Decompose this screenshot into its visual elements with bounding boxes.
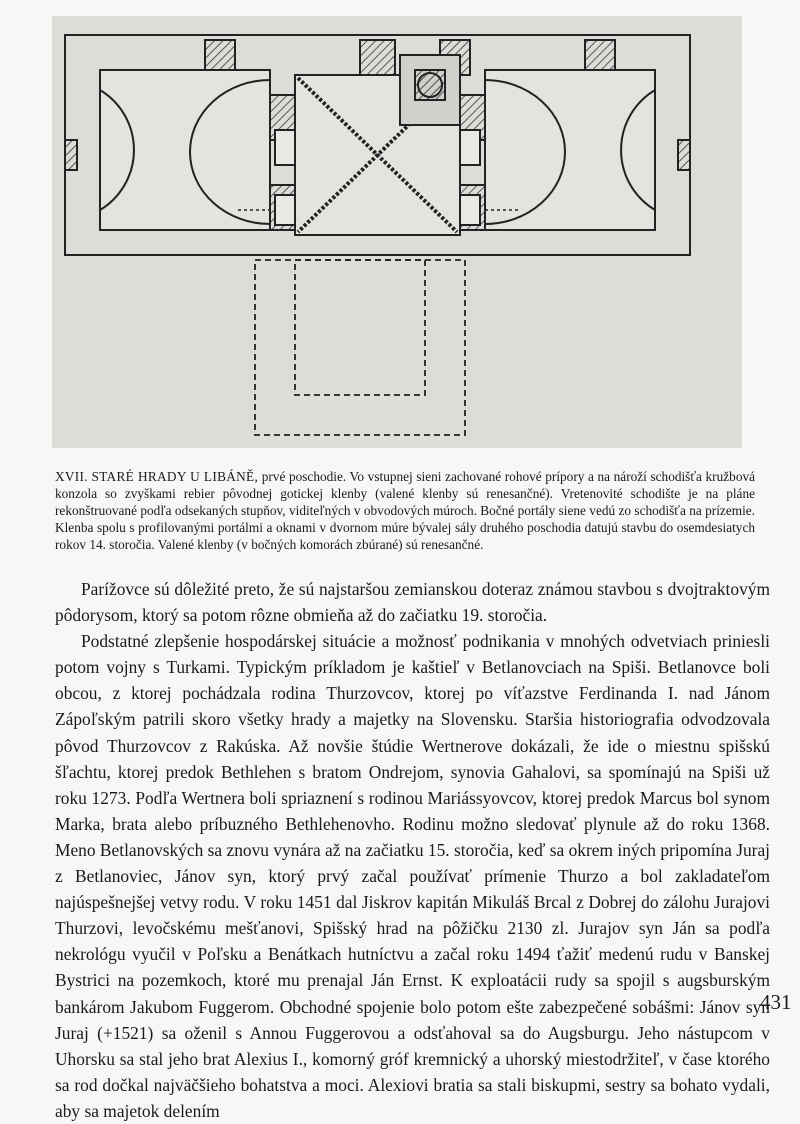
paragraph: Parížovce sú dôležité preto, že sú najstaršou zemianskou doteraz známou stavbou s dvojtraktovým pôdorysom, ktorý sa potom rôzne obmieňa až do začiatku 19. storočia. <box>55 579 770 626</box>
floor-plan-drawing <box>52 16 742 448</box>
figure-title: STARÉ HRADY U LIBÁNĚ, <box>91 469 259 484</box>
figure-caption-text: prvé poschodie. Vo vstupnej sieni zachované rohové prípory a na nároží schodišťa kružbová konzola so zvyškami rebier pôvodnej gotickej klenby (valené klenby sú renesančné). Vretenovité schodište je na pláne rekonštruované podľa odsekaných stupňov, viditeľných v obvodových múroch. Bočné portály siene vedú zo schodišťa na prízemie. Klenba spolu s profilovanými portálmi a oknami v dvornom múre bývalej sály druhého poschodia datujú stavbu do osemdesiatych rokov 14. storočia. Valené klenby (v bočných komorách zbúrané) sú renesančné. <box>55 469 756 552</box>
paragraph: Podstatné zlepšenie hospodárskej situácie a možnosť podnikania v mnohých odvetviach priniesli potom vojny s Turkami. Typickým príkladom je kaštieľ v Betlanovciach na Spiši. Betlanovce boli obcou, z ktorej pochádzala rodina Thurzovcov, ktorej po víťazstve Ferdinanda I. nad Jánom Zápoľským patrili skoro všetky hrady a majetky na Slovensku. Staršia historiografia odvodzovala pôvod Thurzovcov z Rakúska. Až novšie štúdie Wertnerove dokázali, že ide o miestnu spišskú šľachtu, ktorej predok Bethlehen s bratom Ondrejom, synovia Gahalovi, sa spomínajú na Spiši už roku 1273. Podľa Wertnera boli spriaznení s rodinou Mariássyovcov, ktorej predok Marcus bol synom Marka, brata alebo príbuzného Bethlehenovho. Rodinu možno sledovať plynule až do roku 1368. Meno Betlanovských sa znovu vynára až na začiatku 15. storočia, keď sa okrem iných pripomína Juraj z Betlanoviec, Jánov syn, ktorý prvý začal používať prímenie Thurzo a bol zakladateľom najúspešnejšej vetvy rodu. V roku 1451 dal Jiskrov kapitán Mikuláš Brcal z Dobrej do zálohu Jurajovi Thurzovi, levočskému mešťanovi, Spišský hrad na pôžičku 2130 zl. Jurajov syn Ján sa podľa nekrológu vyučil v Poľsku a Benátkach hutníctvu a začal roku 1494 ťažiť medenú rudu v Banskej Bystrici na pozemkoch, ktoré mu prenajal Ján Ernst. K exploatácii rudy sa spojil s augsburským bankárom Jakubom Fuggerom. Obchodné spojenie bolo potom ešte zabezpečené sobášmi: Jánov syn Juraj (+1521) sa oženil s Annou Fuggerovou a odsťahoval sa do Augsburgu. Jeho nástupcom v Uhorsku sa stal jeho brat Alexius I., komorný gróf kremnický a uhorský miestodržiteľ, v čase ktorého sa rod dočkal najväčšieho bohatstva a moci. Alexiovi bratia sa stali biskupmi, sestry sa bohato vydali, aby sa majetok delením <box>55 631 770 1121</box>
figure-label: XVII. <box>55 469 88 484</box>
figure-caption <box>55 469 755 554</box>
floor-plan-figure <box>52 16 742 448</box>
page-number: 431 <box>760 990 792 1014</box>
body-text <box>55 576 770 1124</box>
